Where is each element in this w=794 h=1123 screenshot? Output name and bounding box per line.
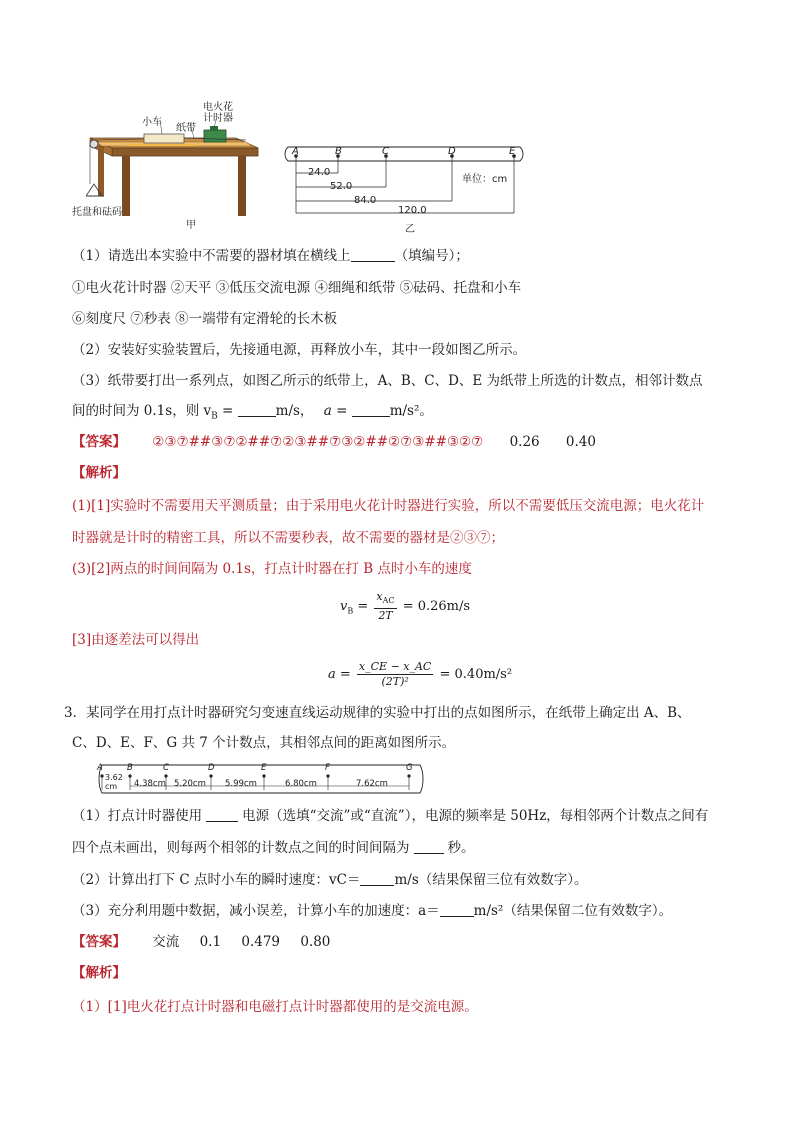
q3-analysis-tag: 【解析】 [72, 965, 126, 981]
q3-blank-vc[interactable] [360, 872, 394, 886]
q2-items-1: ①电火花计时器 ②天平 ③低压交流电源 ④细绳和纸带 ⑤砝码、托盘和小车 [72, 280, 522, 296]
caption-jia: 甲 [186, 220, 196, 231]
q2-answer [72, 432, 596, 452]
analysis-line-2: 时器就是计时的精密工具，所以不需要秒表，故不需要的器材是②③⑦； [72, 530, 504, 546]
q2-blank-vb[interactable] [238, 403, 276, 417]
analysis-tag: 【解析】 [72, 465, 126, 481]
q3-point-f: F [325, 763, 330, 773]
answer-2: 0.26 [509, 434, 540, 450]
q3-answer-4: 0.80 [300, 934, 331, 950]
analysis-line-1: (1)[1]实验时不需要用天平测质量；由于采用电火花计时器进行实验，所以不需要低压交流电源；电火花计 [72, 498, 705, 514]
analysis-line-4: [3]由逐差法可以得出 [72, 632, 200, 648]
q3-point-e: E [261, 763, 267, 773]
q3-distance-bc: 4.38cm [134, 779, 166, 789]
tape-unit: 单位：cm [462, 174, 508, 185]
answer-3: 0.40 [565, 434, 596, 450]
q3-answer-3: 0.479 [241, 934, 281, 950]
q2-part2: （2）安装好实验装置后，先接通电源，再释放小车，其中一段如图乙所示。 [72, 342, 527, 358]
q3-point-c: C [163, 763, 169, 773]
label-cart: 小车 [142, 117, 162, 128]
q3-answer-tag: 【答案】 [72, 934, 126, 950]
q3-point-b: B [127, 763, 133, 773]
formula-vb: $v_B$ = $\frac{x_{AC}}{2T}$ = 0.26m/s [340, 590, 471, 623]
label-tray: 托盘和砝码 [72, 207, 122, 218]
label-timer: 电火花 计时器 [203, 102, 233, 124]
q3-distance-ef: 6.80cm [285, 779, 317, 789]
q2-part3-line1: （3）纸带要打出一系列点，如图乙所示的纸带上，A、B、C、D、E 为纸带上所选的计数点，相邻计数点 [72, 373, 703, 389]
answer-1: ②③⑦##③⑦②##⑦②③##⑦③②##②⑦③##③②⑦ [152, 434, 484, 450]
q3-part3: （3）充分利用题中数据，减小误差，计算小车的加速度：a＝ m/s²（结果保留二位有效数字）。 [72, 903, 673, 919]
q3-distance-cd: 5.20cm [174, 779, 206, 789]
q3-part2: （2）计算出打下 C 点时小车的瞬时速度：vC＝ m/s（结果保留三位有效数字）。 [72, 872, 588, 888]
q2-blank-a[interactable] [352, 403, 390, 417]
tape-distance-ab: 24.0 [308, 167, 331, 178]
q3-analysis-line-1: （1）[1]电火花打点计时器和电磁打点计时器都使用的是交流电源。 [72, 999, 478, 1015]
tape-point-d: D [448, 146, 456, 157]
q3-point-g: G [406, 763, 413, 773]
q2-part1: （1）请选出本实验中不需要的器材填在横线上 （填编号）； [72, 248, 469, 264]
tape-distance-ad: 84.0 [354, 195, 377, 206]
q3-blank-power[interactable] [206, 808, 238, 822]
q3-answer-1: 交流 [152, 934, 180, 950]
tape-point-e: E [509, 146, 516, 157]
label-tape: 纸带 [176, 123, 196, 134]
q3-part1-line2: 四个点未画出，则每两个相邻的计数点之间的时间间隔为 秒。 [72, 840, 475, 856]
q2-part3-line2: 间的时间为 0.1s，则 $v_B = m/s$， a = m/s²。 [72, 403, 433, 422]
tape-point-c: C [382, 146, 389, 157]
q3-distance-de: 5.99cm [225, 779, 257, 789]
analysis-line-3: (3)[2]两点的时间间隔为 0.1s，打点计时器在打 B 点时小车的速度 [72, 561, 472, 577]
q3-stem-1: 3．某同学在用打点计时器研究匀变速直线运动规律的实验中打出的点如图所示，在纸带上确定出 A、B、 [64, 705, 691, 721]
q3-blank-interval[interactable] [414, 840, 444, 854]
caption-yi: 乙 [405, 224, 415, 235]
answer-tag: 【答案】 [72, 434, 126, 450]
q3-point-a: A [97, 763, 103, 773]
q3-point-d: D [208, 763, 215, 773]
tape-distance-ae: 120.0 [398, 205, 427, 216]
q3-distance-ab: 3.62 cm [105, 773, 123, 791]
tape-distance-ac: 52.0 [330, 181, 353, 192]
q3-blank-accel[interactable] [440, 903, 474, 917]
q3-answer-2: 0.1 [199, 934, 222, 950]
q3-answer [72, 932, 330, 952]
q2-items-2: ⑥刻度尺 ⑦秒表 ⑧一端带有定滑轮的长木板 [72, 311, 338, 327]
formula-a: a = $\frac{x\_CE - x\_AC}{\text{(2T)²}}$ = 0.40m/s² [328, 660, 513, 688]
q2-blank-1[interactable] [351, 248, 395, 262]
q3-distance-fg: 7.62cm [356, 779, 388, 789]
q3-stem-2: C、D、E、F、G 共 7 个计数点，其相邻点间的距离如图所示。 [72, 735, 456, 751]
tape-point-b: B [335, 146, 342, 157]
tape-point-a: A [292, 146, 299, 157]
q3-part1-line1: （1）打点计时器使用 电源（选填“交流”或“直流”），电源的频率是 50Hz，每相邻两个计数点之间有 [72, 808, 709, 824]
